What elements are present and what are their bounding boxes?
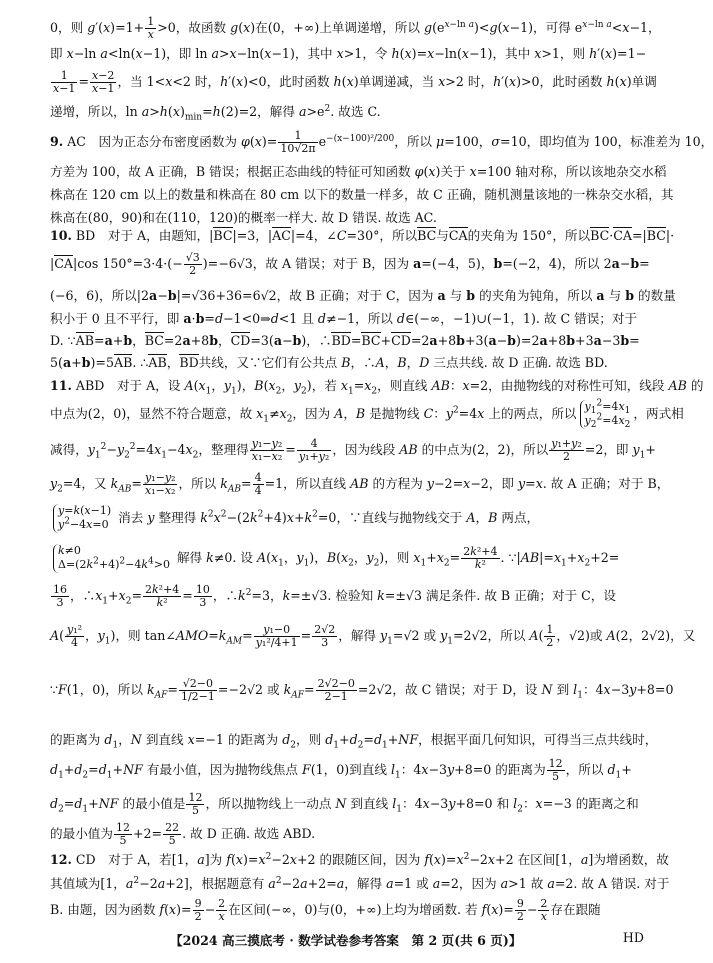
text-line: |CA|cos 150°=3·4·(− $\frac{√3}{2}$ )=−6√3，故 A 错误；对于 B，因为 a=(−4，5)，b=(−2，4)，所以 2a−b= [50, 251, 650, 278]
question-9: 9. AC 因为正态分布密度函数为 φ(x)= $\frac{1}{10√2\pi}$ $e^{-(x-100)^2/200}$，所以 μ=100，σ=10，即均值为 100，标准差为 10， [50, 129, 713, 156]
text-line: 的距离为 $d_1$，N 到直线 x=−1 的距离为 $d_2$，则 $d_1+d_2=d_1+NF$，根据平面几何知识，可得当三点共线时， [50, 732, 658, 751]
text-line: B. 由题，因为函数 f(x)= $\frac{9}{2}$ − $\frac{2}{x}$ 在区间(−∞，0)与(0，+∞)上均为增函数. 若 f(x)= $\frac{9}{2}$ − $\frac{2}{x}$ 存在跟随 [50, 897, 601, 924]
text-line: $\frac{1}{x-1}$ = $\frac{x-2}{x-1}$ ，当 1<x<2 时，h′(x)<0，此时函数 h(x)单调递减，当 x>2 时，h′(x)>0，此时函数 h(x)单调 [53, 69, 657, 96]
text-line: 即 x−ln a<ln(x−1)，即 ln a>x−ln(x−1)，其中 x>1，令 h(x)=x−ln(x−1)，其中 x>1，则 h′(x)=1− [50, 46, 647, 61]
text-line: 方差为 100，故 A 正确，B 错误；根据正态曲线的特征可知函数 φ(x)关于 x=100 轴对称，所以该地杂交水稻 [50, 164, 667, 179]
text-line: 0，则 g′(x)=1+ $\frac{1}{x}$ >0，故函数 g(x)在(0，+∞)上单调递增，所以 $g(e^{x-ln a})<g(x-1)$，可得 $e^{x-ln a}<x-1$， [50, 15, 661, 42]
text-line: 积小于 0 且不平行，即 a·b=d−1<0⇒d<1 且 d≠−1，所以 d∈(−∞，−1)∪(−1，1). 故 C 错误；对于 [50, 311, 638, 326]
text-line: $d_1+d_2=d_1+NF$ 有最小值，因为抛物线焦点 F(1，0)到直线 $l_1$：4x−3y+8=0 的距离为 $\frac{12}{5}$ ，所以 $d_1+$ [50, 757, 632, 784]
text-line: (−6，6)，所以|2a−b|=√36+36=6√2，故 B 正确；对于 C，因为 a 与 b 的夹角为钝角，所以 a 与 b 的数量 [50, 288, 676, 303]
text-line: 减得，$y_1^2-y_2^2=4x_1-4x_2$，整理得 $\frac{\text{y₁−y₂}}{\text{x₁−x₂}}$ = $\frac{4}{\text{y₁+y₂}}$ ，因为线段 AB 的中点为(2，2)，所以 $\frac{\text{y₁+y₂}}{2}$ =2，即 $y_1+$ [50, 437, 656, 464]
text-line: $\frac{16}{3}$ ，$\therefore x_1+x_2=$ $\frac{\text{2k²+4}}{\text{k²}}$ = $\frac{10}{3}$ ，$\therefore k^2=3$，k=±√3. 检验知 k=±√3 满足条件. 故 B 正确；对于 C，设 [53, 583, 616, 610]
question-11: 11. ABD 对于 A，设 $A(x_1$，$y_1$)，$B(x_2$，$y_2$)，若 $x_1=x_2$，则直线 AB：x=2，由抛物线的对称性可知，线段 AB 的 [50, 378, 704, 397]
footer-title: 【2024 高三摸底考 · 数学试卷参考答案 第 2 页(共 6 页)】 [170, 933, 522, 948]
text-line: y=k(x−1) $y^2-4x=0$ 消去 y 整理得 $k^2x^2-(2k^2+4)x+k^2=0$，∵直线与抛物线交于 A，B 两点， [50, 504, 644, 533]
text-line: $d_2=d_1+NF$ 的最小值是 $\frac{12}{5}$ ，所以抛物线上一动点 N 到直线 $l_1$：4x−3y+8=0 和 $l_2$：x=−3 的距离之和 [50, 791, 639, 818]
footer-code: HD [622, 930, 644, 945]
text-line: ∵F(1，0)，所以 $k_{AF}=$ $\frac{√2-0}{1/2-1}$ =−2√2 或 $k_{AF}=$ $\frac{2√2-0}{2-1}$ =2√2，故 C 错误；对于 D，设 N 到 $l_1$：4x−3y+8=0 [50, 677, 674, 704]
question-12: 12. CD 对于 A，若[1，a]为 $f(x)=x^2-2x+2$ 的跟随区间，因为 $f(x)=x^2-2x+2$ 在区间[1，a]为增函数，故 [50, 851, 669, 867]
text-line: $y_2=4$，又 $k_{AB}=$ $\frac{\text{y₁−y₂}}{\text{x₁−x₂}}$ ，所以 $k_{AB}=$ $\frac{4}{4}$ =1，所以直线 AB 的方程为 y−2=x−2，即 y=x. 故 A 正确；对于 B， [50, 471, 670, 498]
text-line: 的最小值为 $\frac{12}{5}$ +2= $\frac{22}{5}$ . 故 D 正确. 故选 ABD. [50, 821, 316, 848]
text-line: D. ∵AB=a+b，BC=2a+8b，CD=3(a−b)，∴BD=BC+CD=2a+8b+3(a−b)=2a+8b+3a−3b= [50, 333, 640, 348]
text-line: 递增，所以，$\ln a>h(x)_{min}=h(2)=2$，解得 $a>e^2$. 故选 C. [50, 103, 381, 123]
question-10: 10. BD 对于 A，由题知，|BC|=3，|AC|=4，∠C=30°，所以BC与CA的夹角为 150°，所以BC·CA=|BC|· [50, 228, 675, 243]
text-line: 5(a+b)=5AB. ∴AB，BD共线，又∵它们有公共点 B，∴A，B，D 三点共线. 故 D 正确. 故选 BD. [50, 355, 608, 370]
text-line: k≠0 $\Delta=(2k^2+4)^2-4k^4>0$ 解得 k≠0. 设 $A(x_1$，$y_1$)，$B(x_2$，$y_2$)，则 $x_1+x_2=$ $\frac{\text{2k²+4}}{\text{k²}}$ . $\because|AB|=x_1+x_2+2=$ [50, 544, 644, 573]
text-line: 其值域为[1，$a^2-2a+2$]，根据题意有 $a^2-2a+2=a$，解得 a=1 或 a=2，因为 a>1 故 a=2. 故 A 错误. 对于 [50, 875, 670, 891]
text-line: 中点为(2，0)，显然不符合题意，故 $x_1\ne x_2$，因为 A，B 是抛物线 C：$y^2=4x$ 上的两点，所以 $y_1^2=4x_1$ $y_2^2=4x_2$，两式相 [50, 398, 684, 431]
text-line: 株高在 120 cm 以上的数量和株高在 80 cm 以下的数量一样多，故 C 正确，随机测量该地的一株杂交水稻，其 [50, 187, 674, 202]
text-line: 株高在(80，90)和在(110，120)的概率一样大. 故 D 错误. 故选 AC. [50, 210, 437, 225]
text-line: A( $\frac{\text{y₁²}}{4}$ ，$y_1$)，则 $\tan\angle AMO=k_{AM}=$ $\frac{\text{y₁−0}}{\text{y₁²/4+1}}$ = $\frac{2√2}{3}$ ，解得 $y_1=√2$ 或 $y_1=2√2$，所以 A( $\frac{1}{2}$ ，√2)或 A(2，2√2)，又 [50, 623, 696, 650]
